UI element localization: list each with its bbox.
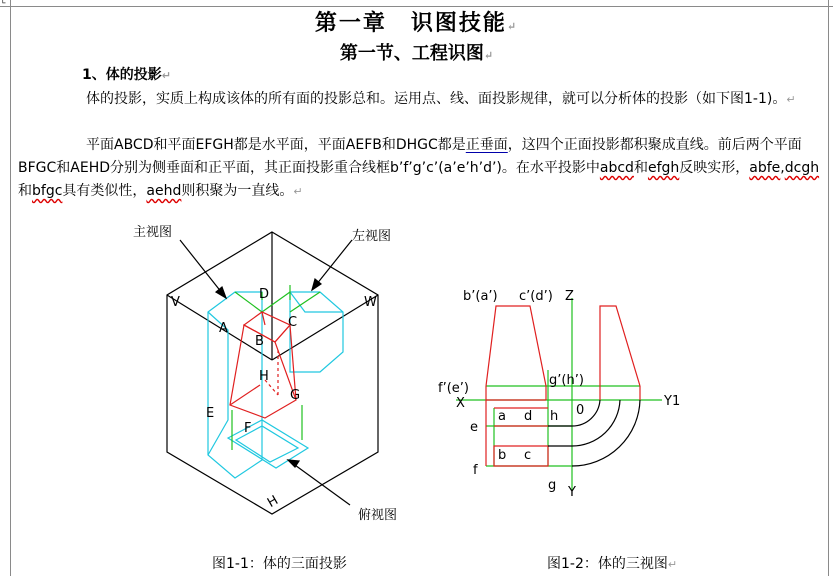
label-g: g xyxy=(548,478,557,493)
label-f: f xyxy=(473,463,478,478)
label-g-h: g’(h’) xyxy=(549,373,584,388)
label-b: b xyxy=(498,448,507,463)
label-origin: 0 xyxy=(576,403,585,418)
label-d: d xyxy=(524,409,533,424)
figure-2-caption: 图1-2：体的三视图↵ xyxy=(547,556,678,572)
plane-w-label: W xyxy=(364,295,377,310)
corner-mark: └ xyxy=(0,0,6,9)
projection-box xyxy=(167,232,378,514)
figure-2 xyxy=(456,298,662,490)
point-b-label: B xyxy=(255,334,264,349)
point-e-label: E xyxy=(206,406,215,421)
point-c-label: C xyxy=(288,315,298,330)
point-d-label: D xyxy=(259,287,270,302)
transfer-arcs xyxy=(548,400,640,466)
plane-h-label: H xyxy=(265,493,282,511)
axes xyxy=(456,298,662,490)
label-c: c xyxy=(524,448,532,463)
figure-1 xyxy=(167,232,378,514)
plane-v-label: V xyxy=(171,295,180,310)
projection-outlines xyxy=(208,292,343,478)
point-a-label: A xyxy=(219,321,228,336)
paragraph-2: 平面ABCD和平面EFGH都是水平面，平面AEFB和DHGC都是正垂面，这四个正面投影都积聚成直线。前后两个平面BFGC和AEHD分别为侧垂面和正平面，其正面投影重合线框b’f’g’c’(a’e’h’d’)。在水平投影中abcd和efgh反映实形，abfe,dcgh和bfgc具有类似性，aehd则积聚为一直线。↵ xyxy=(18,137,820,199)
label-yw: Y1 xyxy=(664,394,681,409)
point-h-label: H xyxy=(259,369,269,384)
section-title: 第一节、工程识图↵ xyxy=(339,43,494,64)
label-c-d: c’(d’) xyxy=(519,289,553,304)
label-h: h xyxy=(550,409,559,424)
label-z: Z xyxy=(565,289,574,304)
figure-2-labels xyxy=(438,289,680,500)
label-f-e: f’(e’) xyxy=(438,381,469,396)
label-a: a xyxy=(498,409,506,424)
top-view-label: 俯视图 xyxy=(358,508,398,523)
label-e: e xyxy=(470,420,478,435)
label-x: X xyxy=(456,396,465,411)
figure-1-caption: 图1-1：体的三面投影 xyxy=(212,556,347,572)
figure-1-labels xyxy=(133,225,397,523)
chapter-title: 第一章 识图技能↵ xyxy=(314,10,519,36)
paragraph-1: 体的投影，实质上构成该体的所有面的投影总和。运用点、线、面投影规律，就可以分析体的投影（如下图1-1)。↵ xyxy=(86,91,796,107)
label-yh: Y xyxy=(568,485,576,500)
solid-body xyxy=(230,312,296,418)
main-view-label: 主视图 xyxy=(133,225,173,240)
left-view-label: 左视图 xyxy=(352,229,392,244)
subheading: 1、体的投影↵ xyxy=(82,67,171,83)
point-f-label: F xyxy=(244,421,252,436)
point-g-label: G xyxy=(290,388,301,403)
label-b-a: b’(a’) xyxy=(463,289,498,304)
